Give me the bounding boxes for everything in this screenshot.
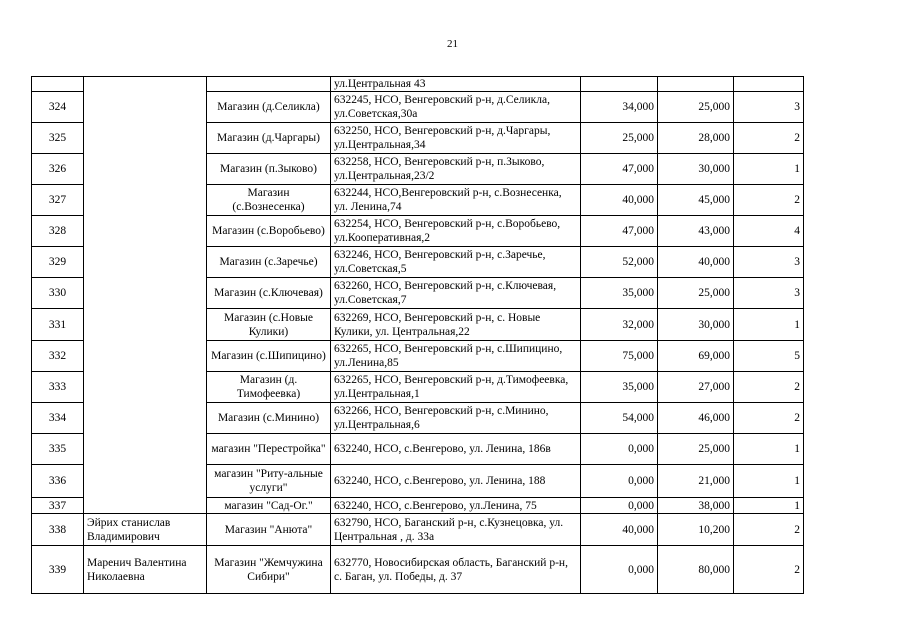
- value1-cell: 54,000: [581, 403, 658, 434]
- address-cell: ул.Центральная 43: [331, 77, 581, 92]
- shop-name-cell: Магазин (с.Вознесенка): [207, 185, 331, 216]
- count-cell: 2: [734, 123, 804, 154]
- row-number-cell: 337: [32, 498, 84, 514]
- address-cell: 632269, НСО, Венгеровский р-н, с. Новые Кулики, ул. Центральная,22: [331, 309, 581, 341]
- address-cell: 632790, НСО, Баганский р-н, с.Кузнецовка, ул. Центральная , д. 33а: [331, 514, 581, 546]
- shop-name-cell: магазин "Риту-альные услуги": [207, 465, 331, 498]
- value2-cell: 27,000: [658, 372, 734, 403]
- shop-name-cell: Магазин (с.Новые Кулики): [207, 309, 331, 341]
- value2-cell: 25,000: [658, 92, 734, 123]
- row-number-cell: 330: [32, 278, 84, 309]
- value2-cell: 46,000: [658, 403, 734, 434]
- value1-cell: 40,000: [581, 514, 658, 546]
- value1-cell: 75,000: [581, 341, 658, 372]
- row-number-cell: 324: [32, 92, 84, 123]
- row-number-cell: 329: [32, 247, 84, 278]
- address-cell: 632240, НСО, с.Венгерово, ул. Ленина, 186в: [331, 434, 581, 465]
- count-cell: 4: [734, 216, 804, 247]
- address-cell: 632770, Новосибирская область, Баганский р-н, с. Баган, ул. Победы, д. 37: [331, 546, 581, 594]
- count-cell: 1: [734, 498, 804, 514]
- row-number-cell: 338: [32, 514, 84, 546]
- address-cell: 632260, НСО, Венгеровский р-н, с.Ключевая, ул.Советская,7: [331, 278, 581, 309]
- shop-registry-table: [31, 76, 804, 594]
- row-number-cell: 334: [32, 403, 84, 434]
- count-cell: 3: [734, 278, 804, 309]
- count-cell: 2: [734, 403, 804, 434]
- row-number-cell: 331: [32, 309, 84, 341]
- shop-name-cell: Магазин (с.Заречье): [207, 247, 331, 278]
- row-number-cell: 326: [32, 154, 84, 185]
- value1-cell: 32,000: [581, 309, 658, 341]
- value2-cell: 80,000: [658, 546, 734, 594]
- count-cell: 1: [734, 154, 804, 185]
- count-cell: [734, 77, 804, 92]
- row-number-cell: 332: [32, 341, 84, 372]
- address-cell: 632250, НСО, Венгеровский р-н, д.Чаргары, ул.Центральная,34: [331, 123, 581, 154]
- value2-cell: 38,000: [658, 498, 734, 514]
- value2-cell: 28,000: [658, 123, 734, 154]
- value1-cell: 0,000: [581, 465, 658, 498]
- value1-cell: 34,000: [581, 92, 658, 123]
- shop-name-cell: Магазин (д.Чаргары): [207, 123, 331, 154]
- count-cell: 1: [734, 434, 804, 465]
- count-cell: 2: [734, 514, 804, 546]
- shop-name-cell: Магазин "Анюта": [207, 514, 331, 546]
- address-cell: 632254, НСО, Венгеровский р-н, с.Воробьево, ул.Кооперативная,2: [331, 216, 581, 247]
- row-number-cell: 339: [32, 546, 84, 594]
- value1-cell: [581, 77, 658, 92]
- count-cell: 2: [734, 185, 804, 216]
- row-number-cell: 335: [32, 434, 84, 465]
- shop-name-cell: Магазин (с.Минино): [207, 403, 331, 434]
- count-cell: 5: [734, 341, 804, 372]
- shop-name-cell: Магазин "Жемчужина Сибири": [207, 546, 331, 594]
- value2-cell: 43,000: [658, 216, 734, 247]
- value2-cell: 69,000: [658, 341, 734, 372]
- value2-cell: [658, 77, 734, 92]
- value1-cell: 47,000: [581, 154, 658, 185]
- page-number: 21: [447, 38, 458, 50]
- count-cell: 2: [734, 372, 804, 403]
- shop-name-cell: Магазин (с.Ключевая): [207, 278, 331, 309]
- value1-cell: 0,000: [581, 546, 658, 594]
- value1-cell: 25,000: [581, 123, 658, 154]
- table-row: [32, 546, 804, 594]
- row-number-cell: 325: [32, 123, 84, 154]
- value2-cell: 25,000: [658, 434, 734, 465]
- value2-cell: 10,200: [658, 514, 734, 546]
- address-cell: 632265, НСО, Венгеровский р-н, с.Шипицино, ул.Ленина,85: [331, 341, 581, 372]
- row-number-cell: 333: [32, 372, 84, 403]
- address-cell: 632244, НСО,Венгеровский р-н, с.Вознесенка, ул. Ленина,74: [331, 185, 581, 216]
- value2-cell: 40,000: [658, 247, 734, 278]
- shop-name-cell: Магазин (п.Зыково): [207, 154, 331, 185]
- row-number-cell: 327: [32, 185, 84, 216]
- address-cell: 632245, НСО, Венгеровский р-н, д.Селикла, ул.Советская,30а: [331, 92, 581, 123]
- value2-cell: 25,000: [658, 278, 734, 309]
- address-cell: 632240, НСО, с.Венгерово, ул. Ленина, 188: [331, 465, 581, 498]
- address-cell: 632246, НСО, Венгеровский р-н, с.Заречье, ул.Советская,5: [331, 247, 581, 278]
- shop-name-cell: Магазин (с.Воробьево): [207, 216, 331, 247]
- owner-cell: Эйрих станислав Владимирович: [84, 514, 207, 546]
- address-cell: 632240, НСО, с.Венгерово, ул.Ленина, 75: [331, 498, 581, 514]
- shop-name-cell: магазин "Сад-Ог.": [207, 498, 331, 514]
- row-number-cell: [32, 77, 84, 92]
- address-cell: 632258, НСО, Венгеровский р-н, п.Зыково, ул.Центральная,23/2: [331, 154, 581, 185]
- count-cell: 3: [734, 92, 804, 123]
- count-cell: 1: [734, 309, 804, 341]
- value1-cell: 35,000: [581, 278, 658, 309]
- count-cell: 3: [734, 247, 804, 278]
- owner-cell-merged: [84, 77, 207, 514]
- value1-cell: 40,000: [581, 185, 658, 216]
- address-cell: 632266, НСО, Венгеровский р-н, с.Минино, ул.Центральная,6: [331, 403, 581, 434]
- value2-cell: 45,000: [658, 185, 734, 216]
- row-number-cell: 336: [32, 465, 84, 498]
- shop-name-cell: [207, 77, 331, 92]
- count-cell: 1: [734, 465, 804, 498]
- shop-name-cell: Магазин (с.Шипицино): [207, 341, 331, 372]
- value1-cell: 52,000: [581, 247, 658, 278]
- table-row: [32, 514, 804, 546]
- value2-cell: 21,000: [658, 465, 734, 498]
- table-row-continuation: [32, 77, 804, 92]
- shop-name-cell: Магазин (д. Тимофеевка): [207, 372, 331, 403]
- value1-cell: 0,000: [581, 434, 658, 465]
- shop-name-cell: магазин "Перестройка": [207, 434, 331, 465]
- address-cell: 632265, НСО, Венгеровский р-н, д.Тимофеевка, ул.Центральная,1: [331, 372, 581, 403]
- value1-cell: 0,000: [581, 498, 658, 514]
- value2-cell: 30,000: [658, 154, 734, 185]
- owner-cell: Маренич Валентина Николаевна: [84, 546, 207, 594]
- count-cell: 2: [734, 546, 804, 594]
- value1-cell: 35,000: [581, 372, 658, 403]
- row-number-cell: 328: [32, 216, 84, 247]
- value2-cell: 30,000: [658, 309, 734, 341]
- value1-cell: 47,000: [581, 216, 658, 247]
- shop-name-cell: Магазин (д.Селикла): [207, 92, 331, 123]
